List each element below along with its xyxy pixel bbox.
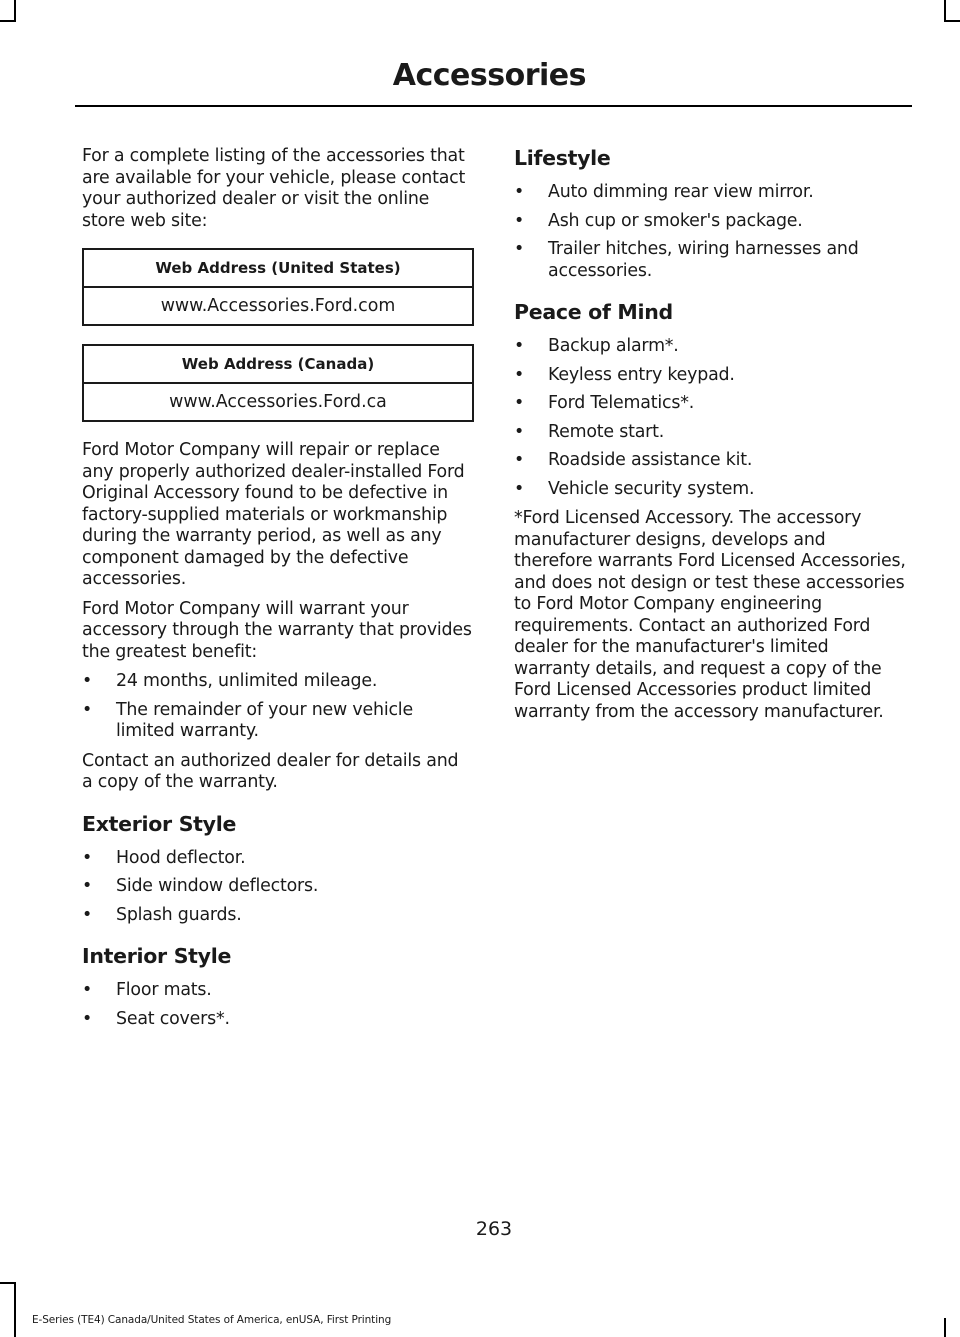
bullet-icon: • — [82, 980, 93, 1000]
contact-paragraph: Contact an authorized dealer for details and a copy of the warranty. — [82, 750, 459, 792]
bullet-icon: • — [514, 450, 525, 470]
interior-style-heading: Interior Style — [82, 944, 232, 968]
web-address-canada-header: Web Address (Canada) — [83, 345, 473, 383]
list-item — [82, 1009, 474, 1031]
warranty-list — [82, 671, 474, 743]
list-item — [514, 450, 908, 472]
bullet-icon: • — [82, 1008, 93, 1029]
repair-paragraph: Ford Motor Company will repair or replace any properly authorized dealer-installed Ford Original Accessory found to be defective in factory-supplied materials or workmanship during the warranty period, as well as any component damaged by the defective accessories. — [82, 440, 465, 589]
list-item — [514, 182, 908, 204]
list-item-text: Splash guards. — [116, 904, 242, 925]
footer-printing-info: E-Series (TE4) Canada/United States of America, enUSA, First Printing — [32, 1314, 392, 1326]
bullet-icon: • — [514, 182, 525, 202]
list-item — [514, 211, 908, 233]
list-item-text: Ford Telematics*. — [548, 393, 695, 413]
crop-mark-top-left-vertical — [14, 0, 16, 22]
right-column — [514, 146, 908, 731]
list-item-text: Ash cup or smoker's package. — [548, 210, 803, 231]
web-address-us-table — [82, 248, 474, 326]
list-item-text: Vehicle security system. — [548, 478, 755, 499]
list-item — [514, 422, 908, 444]
bullet-icon: • — [82, 671, 93, 691]
bullet-icon: • — [514, 478, 525, 499]
bullet-icon: • — [82, 876, 93, 896]
bullet-icon: • — [514, 239, 525, 259]
licensed-accessory-footnote: *Ford Licensed Accessory. The accessory manufacturer designs, develops and therefore warrants Ford Licensed Accessories, and does not design or test these accessories to Ford Motor Company engineering requirements. Contact an authorized Ford dealer for the manufacturer's limited warranty details, and request a copy of the Ford Licensed Accessories product limited warranty from the accessory manufacturer. — [514, 508, 906, 722]
bullet-icon: • — [514, 336, 525, 356]
interior-style-list — [82, 980, 474, 1030]
page-number: 263 — [475, 1218, 513, 1240]
list-item-text: Auto dimming rear view mirror. — [548, 182, 814, 202]
crop-mark-top-right-vertical — [944, 0, 946, 22]
list-item-text: Floor mats. — [116, 980, 212, 1000]
list-item — [514, 479, 908, 501]
web-address-canada-link[interactable]: www.Accessories.Ford.ca — [83, 383, 473, 421]
intro-paragraph: For a complete listing of the accessories that are available for your vehicle, please contact your authorized dealer or visit the online store web site: — [82, 146, 466, 231]
list-item — [514, 393, 908, 415]
list-item — [82, 671, 474, 693]
list-item-text: Seat covers*. — [116, 1008, 230, 1029]
list-item — [82, 700, 474, 743]
list-item — [514, 336, 908, 358]
bullet-icon: • — [514, 210, 525, 231]
peace-of-mind-list — [514, 336, 908, 500]
list-item-text: Side window deflectors. — [116, 876, 319, 896]
list-item — [82, 980, 474, 1002]
warrant-paragraph: Ford Motor Company will warrant your accessory through the warranty that provides the greatest benefit: — [82, 598, 472, 662]
bullet-icon: • — [514, 421, 525, 442]
web-address-us-link[interactable]: www.Accessories.Ford.com — [83, 287, 473, 325]
list-item-text: Roadside assistance kit. — [548, 450, 753, 470]
bullet-icon: • — [514, 364, 525, 385]
crop-mark-bottom-right-vertical — [944, 1318, 946, 1337]
lifestyle-heading: Lifestyle — [514, 146, 611, 170]
list-item-text: Trailer hitches, wiring harnesses and accessories. — [548, 239, 859, 281]
bullet-icon: • — [82, 847, 93, 868]
web-address-us-header: Web Address (United States) — [83, 249, 473, 287]
peace-of-mind-heading: Peace of Mind — [514, 300, 673, 324]
list-item-text: The remainder of your new vehicle limited warranty. — [116, 699, 413, 741]
list-item-text: Keyless entry keypad. — [548, 364, 735, 385]
list-item — [514, 239, 908, 282]
list-item-text: Remote start. — [548, 421, 665, 442]
list-item — [82, 876, 474, 898]
crop-mark-top-left-horizontal — [0, 20, 16, 22]
exterior-style-heading: Exterior Style — [82, 811, 237, 836]
bullet-icon: • — [514, 393, 525, 413]
list-item-text: Backup alarm*. — [548, 336, 679, 356]
header-divider — [75, 105, 912, 107]
crop-mark-bottom-left-horizontal — [0, 1282, 16, 1284]
list-item — [82, 905, 474, 927]
lifestyle-list — [514, 182, 908, 282]
crop-mark-bottom-left-vertical — [14, 1282, 16, 1337]
exterior-style-list — [82, 848, 474, 927]
list-item-text: 24 months, unlimited mileage. — [116, 671, 378, 691]
bullet-icon: • — [82, 904, 93, 925]
page-title: Accessories — [392, 58, 586, 93]
list-item-text: Hood deflector. — [116, 847, 246, 868]
list-item — [514, 365, 908, 387]
crop-mark-top-right-horizontal — [944, 20, 960, 22]
list-item — [82, 848, 474, 870]
left-column — [82, 146, 474, 1038]
bullet-icon: • — [82, 699, 93, 720]
web-address-canada-table — [82, 344, 474, 422]
